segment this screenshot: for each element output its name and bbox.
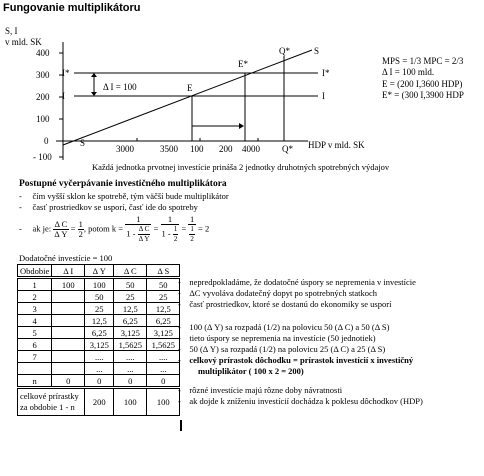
y-tick-label: - 100 — [33, 152, 52, 160]
bullet-2: - časť prostriedkov se usporí, časť ide do spotreby — [19, 202, 198, 212]
table-row: 1 100 100 50 50 — [18, 278, 180, 291]
table-row: ... ... ... — [18, 363, 180, 375]
table-row: 3 25 12,5 12,5 — [18, 303, 180, 315]
label-i-star-left: I* — [62, 68, 70, 78]
table-row: 4 12,5 6,25 6,25 — [18, 315, 180, 327]
y-axis-label-2: v mld. SK — [5, 37, 42, 47]
x-tick-label: 3000 — [116, 144, 134, 154]
note-bold-cont: multiplikátor ( 100 x 2 = 200) — [198, 366, 304, 376]
x-small-tick-label: 100 — [190, 144, 204, 154]
y-tick-label: 0 — [44, 136, 49, 146]
label-e-star: E* — [238, 59, 248, 69]
note: - 50 (Δ Y) sa rozpadá (1/2) na polovicu 25 (Δ C) a 25 (Δ S) — [178, 344, 386, 354]
table-row: 7 .... .... .... — [18, 351, 180, 363]
note-bold: - celkový prírastok dôchodku = prírastok investícií x investičný — [178, 355, 414, 365]
note: - tieto úspory se nepremenia na investície (50 jednotiek) — [178, 333, 376, 343]
table-row: 2 50 25 25 — [18, 291, 180, 303]
table-total-row: celkové prírastky za obdobie 1 - n 200 100 100 — [18, 388, 180, 416]
svg-text:Δ I = 100 mld.: Δ I = 100 mld. — [382, 67, 435, 77]
note: - rôzné investície majú rôzne doby návratnosti — [178, 385, 343, 395]
label-e: E — [187, 83, 193, 93]
x-small-tick-label: 200 — [219, 144, 233, 154]
page-title: Fungovanie multiplikátoru — [3, 2, 141, 14]
table-heading: Dodatočné investície = 100 — [19, 253, 113, 263]
chart-caption: Každá jednotka prvotnej investície prináša 2 jednotky druhotných spotrebných výdajov — [92, 162, 390, 172]
formula: - ak je: $\frac{\text{Δ C}}{\text{Δ Y}}$ = $\frac{1}{2}$ , potom k = 1 1 - $\frac{\text{Δ C}}{\text{Δ Y}}$ = 1 1 - $\frac{1}{2}$ = $\frac{1}{\frac{1}{2}}$ = 2 — [19, 214, 210, 243]
table-row: n 0 0 0 0 — [18, 375, 180, 388]
label-q-star-axis: Q* — [282, 144, 293, 154]
y-axis-label-1: S, I — [5, 26, 18, 36]
x-tick-label: 3500 — [160, 144, 178, 154]
table-row: 5 6,25 3,125 3,125 — [18, 327, 180, 339]
x-ticks — [116, 138, 261, 154]
section-heading: Postupné vyčerpávanie investičného multiplikátora — [19, 179, 227, 189]
y-tick-label: 400 — [36, 48, 50, 58]
s-line — [63, 50, 312, 145]
note: - ΔC vyvoláva dodatečný dopyt po spotrebných statkoch — [178, 288, 378, 298]
y-tick-label: 200 — [36, 92, 50, 102]
x-tick-label: 4000 — [242, 144, 260, 154]
multiplier-chart — [0, 0, 484, 160]
cursor-mark — [180, 420, 182, 431]
info-box — [382, 56, 464, 100]
x-axis-label: HDP v mld. SK — [308, 140, 365, 150]
y-ticks — [33, 48, 63, 160]
label-i-right: I — [322, 91, 325, 101]
table-row: 6 3,125 1,5625 1,5625 — [18, 339, 180, 351]
label-q-star-top: Q* — [279, 46, 290, 56]
label-i-left: I — [62, 91, 65, 101]
y-tick-label: 100 — [36, 114, 50, 124]
label-s-top: S — [314, 46, 320, 56]
svg-text:E* = (300 I,3900 HDP: E* = (300 I,3900 HDP — [382, 90, 464, 100]
multiplier-table — [17, 264, 180, 416]
svg-text:E = (200 I,3600 HDP): E = (200 I,3600 HDP) — [382, 79, 463, 89]
table-header-row: Obdobie Δ I Δ Y Δ C Δ S — [18, 265, 180, 278]
note: - ak dojde k zníženiu investícií dochádza k poklesu dôchodkov (HDP) — [178, 396, 423, 406]
bullet-1: - čím vyšší sklon ke spotrebě, tým väčší bude multiplikátor — [19, 191, 229, 201]
note: - nepredpokladáme, že dodatočné úspory se nepremenia v investície — [178, 277, 416, 287]
label-delta-i: Δ I = 100 — [103, 82, 137, 92]
svg-text:MPS = 1/3 MPC = 2/3: MPS = 1/3 MPC = 2/3 — [382, 56, 464, 66]
label-s-bottom: S — [80, 138, 86, 148]
y-tick-label: 300 — [36, 70, 50, 80]
note: - 100 (Δ Y) sa rozpadá (1/2) na polovicu 50 (Δ C) a 50 (Δ S) — [178, 322, 390, 332]
note: - časť prostriedkov, ktoré se dostanú do ekonomiky se usporí — [178, 299, 392, 309]
label-i-star-right: I* — [322, 68, 330, 78]
